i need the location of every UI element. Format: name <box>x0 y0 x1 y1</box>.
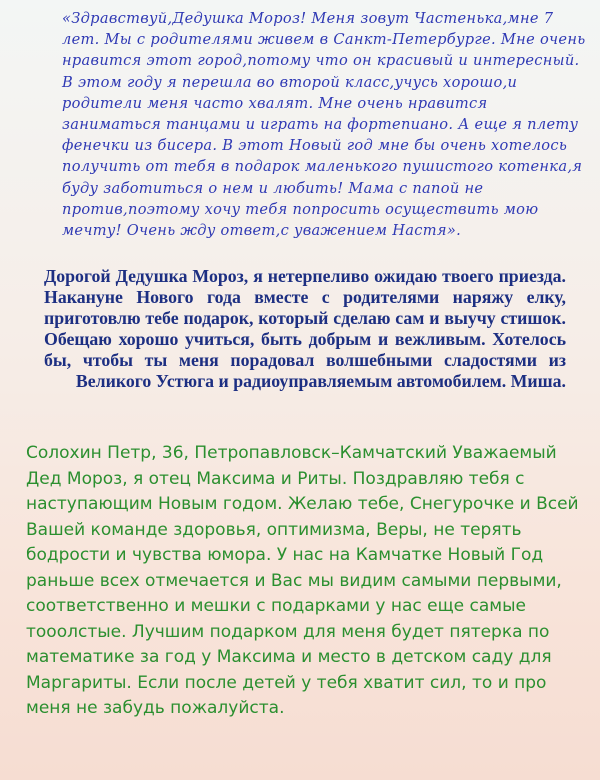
letter-misha: Дорогой Дедушка Мороз, я нетерпеливо ожидаю твоего приезда. Накануне Нового года вместе с родителями наряжу елку, приготовлю тебе подарок, который сделаю сам и выучу стишок. Обещаю хорошо учиться, быть добрым и вежливым. Хотелось бы, чтобы ты меня порадовал волшебными сладостями из Великого Устюга и радиоуправляемым автомобилем. Миша. <box>44 266 566 391</box>
letter-nastya: «Здравствуй,Дедушка Мороз! Меня зовут Частенька,мне 7 лет. Мы с родителями живем в Санкт-Петербурге. Мне очень нравится этот город,потому что он красивый и интересный. В этом году я перешла во второй класс,учусь хорошо,и родители меня часто хвалят. Мне очень нравится заниматься танцами и играть на фортепиано. А еще я плету фенечки из бисера. В этот Новый год мне бы очень хотелось получить от тебя в подарок маленького пушистого котенка,я буду заботиться о нем и любить! Мама с папой не против,поэтому хочу тебя попросить осуществить мою мечту! Очень жду ответ,с уважением Настя». <box>62 10 586 240</box>
letter-petr: Солохин Петр, 36, Петропавловск–Камчатский Уважаемый Дед Мороз, я отец Максима и Риты. Поздравляю тебя с наступающим Новым годом. Желаю тебе, Снегурочке и Всей Вашей команде здоровья, оптимизма, Веры, не терять бодрости и чувства юмора. У нас на Камчатке Новый Год раньше всех отмечается и Вас мы видим самыми первыми, соответственно и мешки с подарками у нас еще самые тооолстые. Лучшим подарком для меня будет пятерка по математике за год у Максима и место в детском саду для Маргариты. Если после детей у тебя хватит сил, то и про меня не забудь пожалуйста. <box>26 443 579 718</box>
